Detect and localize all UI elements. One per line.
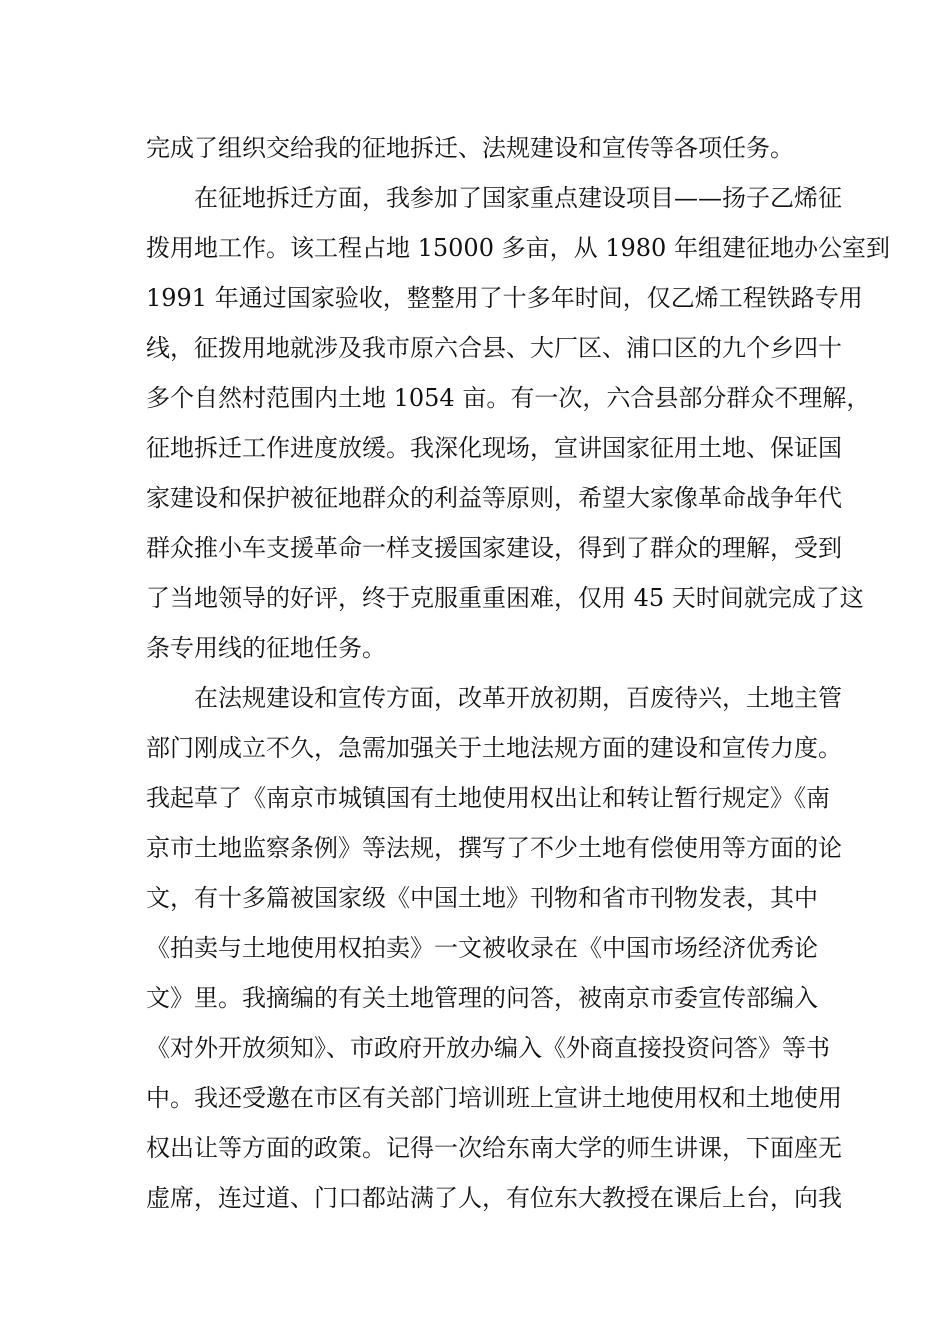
text-line: 虚席，连过道、门口都站满了人，有位东大教授在课后上台，向我 bbox=[146, 1184, 842, 1212]
text-line: 征地拆迁工作进度放缓。我深化现场，宣讲国家征用土地、保证国 bbox=[146, 434, 842, 462]
text-line: 家建设和保护被征地群众的利益等原则，希望大家像革命战争年代 bbox=[146, 484, 842, 512]
text-line: 我起草了《南京市城镇国有土地使用权出让和转让暂行规定》《南 bbox=[146, 784, 830, 812]
text-line: 群众推小车支援革命一样支援国家建设，得到了群众的理解，受到 bbox=[146, 534, 842, 562]
text-line: 《对外开放须知》、市政府开放办编入《外商直接投资问答》等书 bbox=[146, 1034, 830, 1062]
text-line: 了当地领导的好评，终于克服重重困难，仅用 45 天时间就完成了这 bbox=[146, 584, 864, 612]
text-line: 京市土地监察条例》等法规，撰写了不少土地有偿使用等方面的论 bbox=[146, 834, 842, 862]
text-line: 在征地拆迁方面，我参加了国家重点建设项目——扬子乙烯征 bbox=[194, 184, 842, 212]
text-line: 在法规建设和宣传方面，改革开放初期，百废待兴，土地主管 bbox=[194, 684, 842, 712]
text-line: 《拍卖与土地使用权拍卖》一文被收录在《中国市场经济优秀论 bbox=[146, 934, 818, 962]
text-line: 中。我还受邀在市区有关部门培训班上宣讲土地使用权和土地使用 bbox=[146, 1084, 842, 1112]
text-line: 权出让等方面的政策。记得一次给东南大学的师生讲课，下面座无 bbox=[146, 1134, 842, 1162]
text-line: 部门刚成立不久，急需加强关于土地法规方面的建设和宣传力度。 bbox=[146, 734, 842, 762]
text-line: 条专用线的征地任务。 bbox=[146, 634, 386, 662]
text-line: 文》里。我摘编的有关土地管理的问答，被南京市委宣传部编入 bbox=[146, 984, 818, 1012]
text-line: 完成了组织交给我的征地拆迁、法规建设和宣传等各项任务。 bbox=[146, 134, 794, 162]
text-line: 多个自然村范围内土地 1054 亩。有一次，六合县部分群众不理解， bbox=[146, 384, 871, 412]
text-line: 拨用地工作。该工程占地 15000 多亩，从 1980 年组建征地办公室到 bbox=[146, 234, 890, 262]
text-line: 线，征拨用地就涉及我市原六合县、大厂区、浦口区的九个乡四十 bbox=[146, 334, 842, 362]
text-line: 1991 年通过国家验收，整整用了十多年时间，仅乙烯工程铁路专用 bbox=[146, 284, 863, 312]
text-line: 文，有十多篇被国家级《中国土地》刊物和省市刊物发表，其中 bbox=[146, 884, 818, 912]
